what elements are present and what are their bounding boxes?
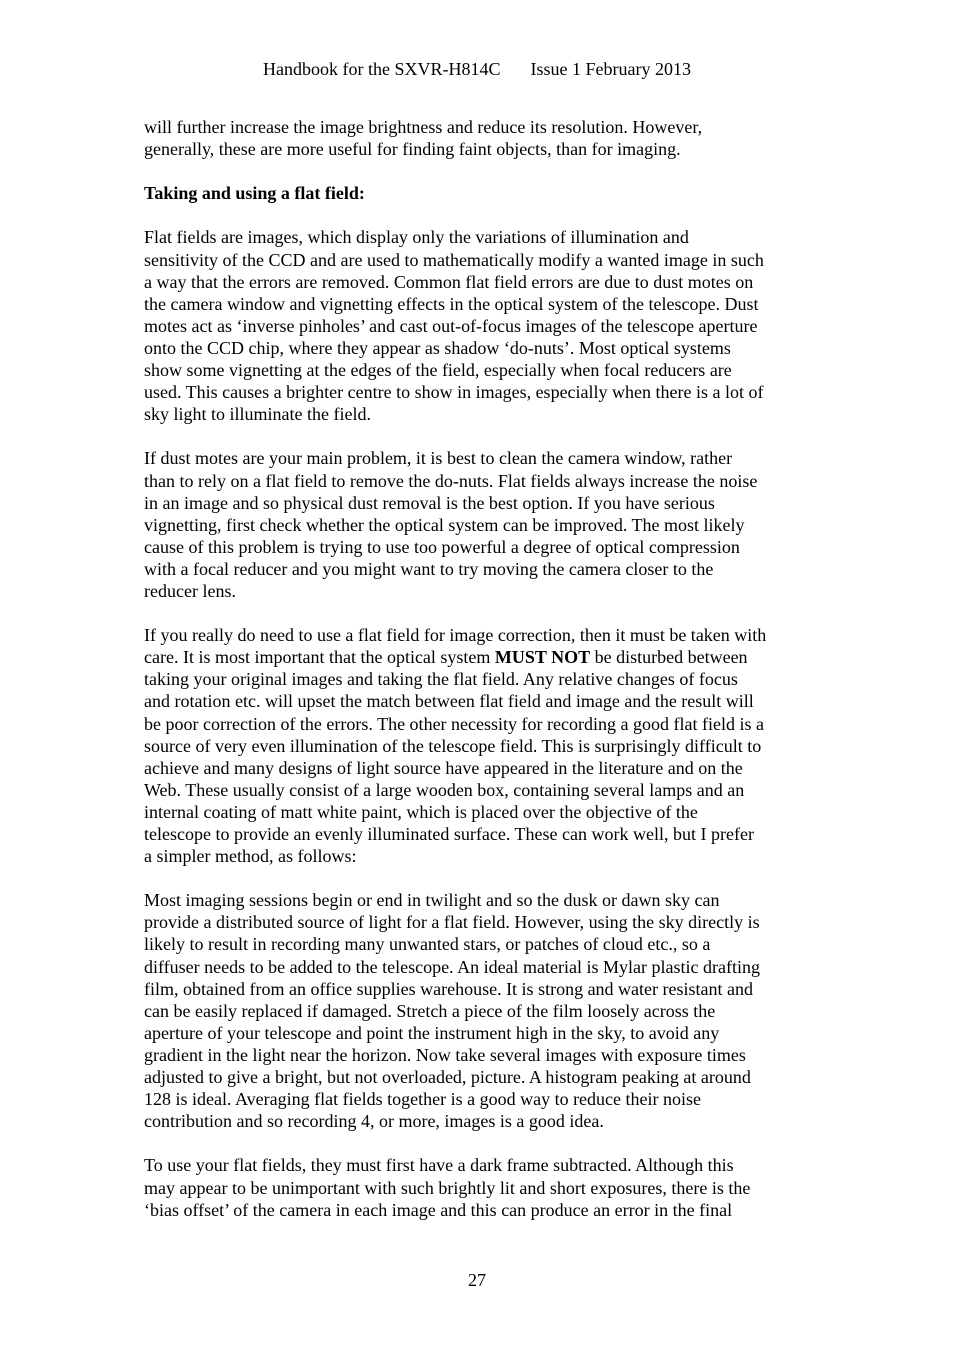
text-line: and rotation etc. will upset the match between flat field and image and the result will bbox=[144, 691, 754, 712]
text-line: Web. These usually consist of a large wooden box, containing several lamps and an bbox=[144, 779, 745, 800]
text-line: provide a distributed source of light for a flat field. However, using the sky directly is bbox=[144, 912, 760, 933]
text-line: reducer lens. bbox=[144, 580, 236, 601]
text-line: 128 is ideal. Averaging flat fields together is a good way to reduce their noise bbox=[144, 1089, 702, 1110]
text-line: If dust motes are your main problem, it is best to clean the camera window, rather bbox=[144, 448, 733, 469]
text-line: aperture of your telescope and point the instrument high in the sky, to avoid any bbox=[144, 1022, 720, 1043]
header-title: Handbook for the SXVR-H814C bbox=[263, 59, 501, 79]
text-line: diffuser needs to be added to the telescope. An ideal material is Mylar plastic drafting bbox=[144, 956, 760, 977]
text-line: source of very even illumination of the telescope field. This is surprisingly difficult to bbox=[144, 735, 762, 756]
text-line: in an image and so physical dust removal is the best option. If you have serious bbox=[144, 492, 715, 513]
paragraph-flat-field-care bbox=[144, 624, 812, 867]
text-line: sky light to illuminate the field. bbox=[144, 404, 371, 425]
text-line: show some vignetting at the edges of the field, especially when focal reducers are bbox=[144, 360, 732, 381]
text-line-with-emphasis bbox=[144, 646, 812, 668]
header-issue: Issue 1 February 2013 bbox=[530, 59, 691, 79]
text-run: care. It is most important that the optical system bbox=[144, 647, 495, 668]
text-line: will further increase the image brightness and reduce its resolution. However, bbox=[144, 117, 703, 137]
text-line: achieve and many designs of light source have appeared in the literature and on the bbox=[144, 757, 743, 778]
text-line: likely to result in recording many unwanted stars, or patches of cloud etc., so a bbox=[144, 934, 711, 955]
text-line: taking your original images and taking the flat field. Any relative changes of focus bbox=[144, 669, 738, 690]
text-line: Most imaging sessions begin or end in twilight and so the dusk or dawn sky can bbox=[144, 890, 720, 911]
text-line: the camera window and vignetting effects in the optical system of the telescope. Dust bbox=[144, 293, 759, 314]
text-line: ‘bias offset’ of the camera in each image and this can produce an error in the final bbox=[144, 1199, 733, 1220]
text-line: generally, these are more useful for finding faint objects, than for imaging. bbox=[144, 139, 681, 160]
text-line: used. This causes a brighter centre to show in images, especially when there is a lot of bbox=[144, 382, 764, 403]
text-line: gradient in the light near the horizon. Now take several images with exposure times bbox=[144, 1044, 746, 1065]
text-line: a simpler method, as follows: bbox=[144, 846, 357, 867]
text-line: with a focal reducer and you might want to try moving the camera closer to the bbox=[144, 558, 714, 579]
text-line: contribution and so recording 4, or more, images is a good idea. bbox=[144, 1111, 604, 1132]
text-line: Flat fields are images, which display only the variations of illumination and bbox=[144, 227, 689, 248]
text-line: sensitivity of the CCD and are used to mathematically modify a wanted image in such bbox=[144, 249, 764, 270]
text-line: motes act as ‘inverse pinholes’ and cast out-of-focus images of the telescope aperture bbox=[144, 315, 758, 336]
text-line: vignetting, first check whether the optical system can be improved. The most likely bbox=[144, 514, 745, 535]
document-body bbox=[144, 116, 812, 1221]
text-line: internal coating of matt white paint, which is placed over the objective of the bbox=[144, 801, 698, 822]
text-line: To use your flat fields, they must first have a dark frame subtracted. Although this bbox=[144, 1155, 734, 1176]
text-line: a way that the errors are removed. Common flat field errors are due to dust motes on bbox=[144, 271, 754, 292]
text-line: film, obtained from an office supplies warehouse. It is strong and water resistant and bbox=[144, 978, 754, 999]
text-line: may appear to be unimportant with such brightly lit and short exposures, there is the bbox=[144, 1177, 751, 1198]
section-heading: Taking and using a flat field: bbox=[144, 183, 365, 204]
text-line: be poor correction of the errors. The other necessity for recording a good flat field is a bbox=[144, 713, 764, 734]
text-line: If you really do need to use a flat field for image correction, then it must be taken with bbox=[144, 625, 767, 646]
text-line: adjusted to give a bright, but not overloaded, picture. A histogram peaking at around bbox=[144, 1067, 751, 1088]
paragraph-twilight-method bbox=[144, 889, 812, 1132]
paragraph-flat-field-definition bbox=[144, 226, 812, 425]
paragraph-using-flat-fields bbox=[144, 1154, 812, 1220]
paragraph-dust-motes bbox=[144, 447, 812, 602]
text-line: cause of this problem is trying to use too powerful a degree of optical compression bbox=[144, 536, 740, 557]
text-line: onto the CCD chip, where they appear as shadow ‘do-nuts’. Most optical systems bbox=[144, 337, 731, 358]
text-line: than to rely on a flat field to remove the do-nuts. Flat fields always increase the noise bbox=[144, 470, 758, 491]
page-number: 27 bbox=[468, 1270, 486, 1290]
text-run: be disturbed between bbox=[590, 647, 748, 668]
page-header bbox=[0, 58, 954, 80]
paragraph-intro-continuation bbox=[144, 116, 812, 160]
emphasis-must-not: MUST NOT bbox=[494, 647, 591, 668]
text-line: can be easily replaced if damaged. Stretch a piece of the film loosely across the bbox=[144, 1000, 716, 1021]
text-line: telescope to provide an evenly illuminated surface. These can work well, but I prefer bbox=[144, 824, 754, 844]
